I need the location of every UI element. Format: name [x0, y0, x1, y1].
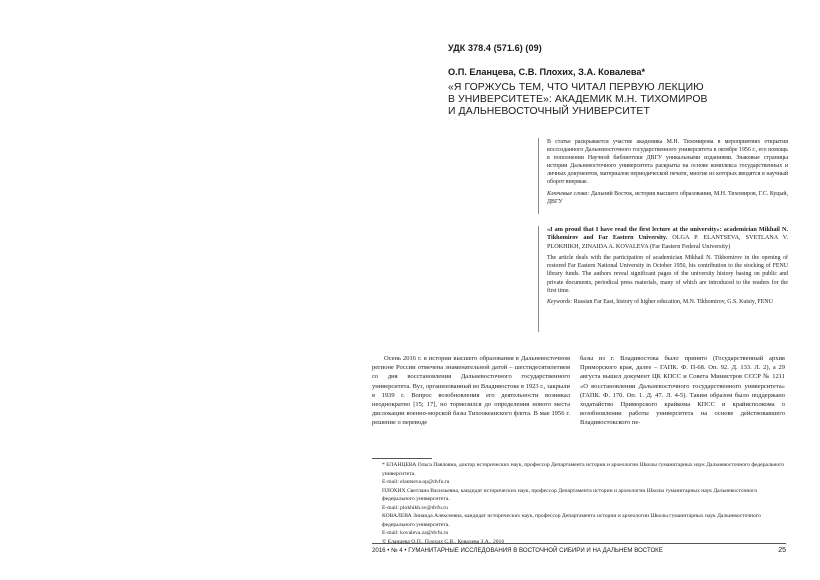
author-footnotes — [372, 461, 786, 546]
footnote-email[interactable]: E-mail: elantseva.op@dvfu.ru — [382, 479, 450, 485]
article-title — [448, 82, 778, 119]
title-line: И ДАЛЬНЕВОСТОЧНЫЙ УНИВЕРСИТЕТ — [448, 106, 650, 118]
footnote-author-elantseva: * ЕЛАНЦЕВА Ольга Павловна, доктор исторических наук, профессор Департамента истории и археологии Школы гуманитарных наук Дальневосточного федерального университета. — [382, 462, 785, 477]
keywords-ru-values: Дальний Восток, история высшего образования, М.Н. Тихомиров, Г.С. Куцый, ДВГУ — [547, 190, 788, 205]
keywords-en — [547, 298, 788, 306]
abstract-english — [538, 226, 788, 332]
keywords-ru-label: Ключевые слова: — [547, 190, 590, 197]
footnote-author-plokhikh: ПЛОХИХ Светлана Васильевна, кандидат исторических наук, профессор Департамента истории и археологии Школы гуманитарных наук Дальневосточного федерального университета. — [382, 487, 758, 502]
footnote-divider — [372, 458, 432, 459]
authors: О.П. Еланцева, С.В. Плохих, З.А. Ковалева* — [448, 67, 646, 77]
abstract-en-heading — [547, 226, 788, 251]
keywords-en-label: Keywords: — [547, 298, 573, 305]
title-line: «Я ГОРЖУСЬ ТЕМ, ЧТО ЧИТАЛ ПЕРВУЮ ЛЕКЦИЮ — [448, 82, 704, 93]
abstract-en-text: The article deals with the participation of academician Mikhail N. Tikhomirov in the opening of restored Far Eastern National University in October 1956, his contribution to the stocking of FENU library funds. The authors reveal significant pages of the university history basing on public and private documents, periodical press materials, many of which are introduced to the readers for the first time. — [547, 255, 788, 294]
abstract-en-title: «I am proud that I have read the first lecture at the university»: academician Mikhail N. Tikhomirov and Far Eastern University. — [547, 226, 788, 242]
footnote-email[interactable]: E-mail: kovaleva.za@dvfu.ru — [382, 530, 449, 536]
body-text-left-column: Осень 2016 г. в истории высшего образования в Дальневосточном регионе России отмечена знаменательной датой – шестидесятилетием со дня восстановления Дальневосточного государственного университета. Вуз, организованный во Владивостоке в 1923 г., закрыли в 1939 г. Вопрос возобновления его деятельности возникал неоднократно [15; 17], но тормозился до определения нового места дислокации военно-морской базы Тихоокеанского флота. В мае 1956 г. решение о переводе — [372, 355, 570, 427]
journal-info: 2016 • № 4 • ГУМАНИТАРНЫЕ ИССЛЕДОВАНИЯ В ВОСТОЧНОЙ СИБИРИ И НА ДАЛЬНЕМ ВОСТОКЕ — [372, 547, 663, 554]
body-text-right-column: базы из г. Владивостока было принято (Государственный архив Приморского края, далее – ГАПК. Ф. П-68. Оп. 92. Д. 133. Л. 2), а 29 августа вышел документ ЦК КПСС и Совета Министров СССР № 1211 «О восстановлении Дальневосточного государственного университета» (ГАПК. Ф. 170. Оп. 1. Д. 47. Л. 4-5). Таким образом было поддержано ходатайство Приморского крайкома КПСС и крайисполкома о возобновлении работы университета на основе действовавшего Владивостокского пе- — [580, 355, 785, 427]
footnote-copyright: © Еланцева О.П., Плохих С.В., Ковалева З.А., 2016 — [382, 538, 505, 545]
abstract-ru-text: В статье раскрывается участие академика М.Н. Тихомирова в мероприятиях открытия воссозданного Дальневосточного государственного университета в октябре 1956 г., его помощь в пополнении Научной библиотеки ДВГУ уникальными изданиями. Знаковые страницы истории Дальневосточного университета раскрыты на основе комплекса государственных и личных документов, материалов периодической печати, многие из которых вводятся в научный оборот впервые. — [547, 139, 788, 186]
abstract-russian — [538, 138, 788, 214]
footnote-author-kovaleva: КОВАЛЕВА Зинаида Алексеевна, кандидат исторических наук, профессор Департамента истории и археологии Школы гуманитарных наук Дальневосточного федерального университета. — [382, 513, 761, 528]
title-line: В УНИВЕРСИТЕТЕ»: АКАДЕМИК М.Н. ТИХОМИРОВ — [448, 94, 708, 106]
keywords-en-values: Russian Far East, history of higher education, M.N. Tikhomirov, G.S. Kutsiy, FENU — [573, 298, 773, 305]
page-footer — [372, 547, 786, 554]
keywords-ru — [547, 190, 788, 206]
abstract-en-authors: OLGA P. ELANTSEVA, SVETLANA V. PLOKHIKH, ZINAIDA A. KOVALEVA (Far Eastern Federal University) — [547, 234, 789, 250]
udk-code: УДК 378.4 (571.6) (09) — [448, 43, 542, 53]
footer-divider — [372, 543, 786, 544]
page-number: 25 — [778, 547, 786, 554]
footnote-email[interactable]: E-mail: plokhikh.sv@dvfu.ru — [382, 504, 448, 511]
